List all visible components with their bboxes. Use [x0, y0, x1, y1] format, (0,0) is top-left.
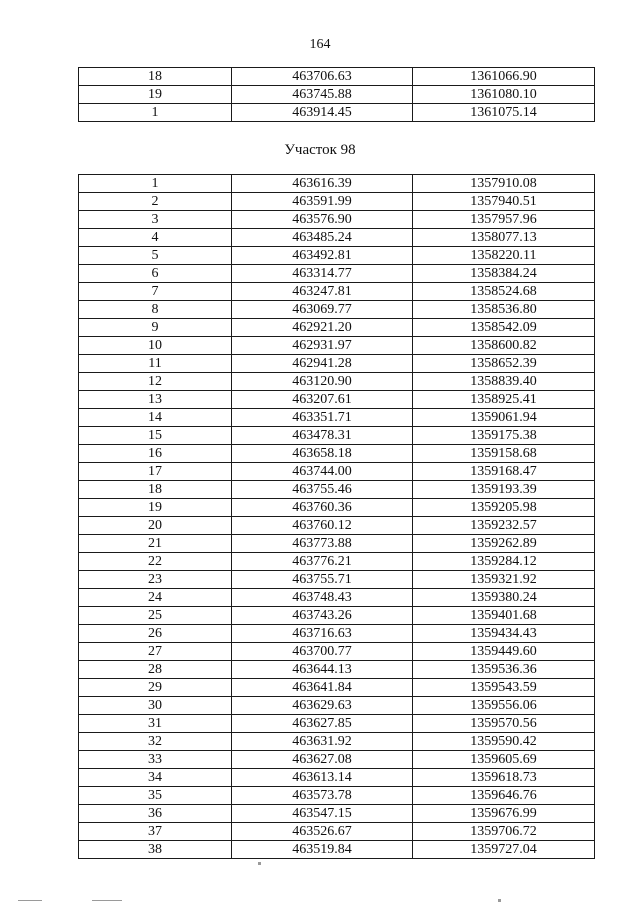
x-coordinate-cell: 463314.77 — [232, 265, 413, 283]
y-coordinate-cell: 1357957.96 — [413, 211, 595, 229]
x-coordinate-cell: 463351.71 — [232, 409, 413, 427]
x-coordinate-cell: 463616.39 — [232, 175, 413, 193]
table-row — [79, 247, 595, 265]
point-number-cell: 18 — [79, 481, 232, 499]
point-number-cell: 14 — [79, 409, 232, 427]
table-row — [79, 229, 595, 247]
x-coordinate-cell: 463748.43 — [232, 589, 413, 607]
point-number-cell: 13 — [79, 391, 232, 409]
y-coordinate-cell: 1359543.59 — [413, 679, 595, 697]
y-coordinate-cell: 1358652.39 — [413, 355, 595, 373]
table-row — [79, 787, 595, 805]
x-coordinate-cell: 463743.26 — [232, 607, 413, 625]
point-number-cell: 9 — [79, 319, 232, 337]
table-row — [79, 499, 595, 517]
x-coordinate-cell: 463755.46 — [232, 481, 413, 499]
y-coordinate-cell: 1359232.57 — [413, 517, 595, 535]
y-coordinate-cell: 1359618.73 — [413, 769, 595, 787]
table-row — [79, 86, 595, 104]
scan-speck — [18, 900, 42, 901]
x-coordinate-cell: 462941.28 — [232, 355, 413, 373]
x-coordinate-cell: 463573.78 — [232, 787, 413, 805]
table-row — [79, 265, 595, 283]
x-coordinate-cell: 463485.24 — [232, 229, 413, 247]
table-row — [79, 337, 595, 355]
point-number-cell: 1 — [79, 104, 232, 122]
y-coordinate-cell: 1359284.12 — [413, 553, 595, 571]
y-coordinate-cell: 1358077.13 — [413, 229, 595, 247]
table-row — [79, 391, 595, 409]
point-number-cell: 19 — [79, 499, 232, 517]
y-coordinate-cell: 1359570.56 — [413, 715, 595, 733]
table-row — [79, 193, 595, 211]
y-coordinate-cell: 1361066.90 — [413, 68, 595, 86]
point-number-cell: 23 — [79, 571, 232, 589]
table-row — [79, 427, 595, 445]
point-number-cell: 26 — [79, 625, 232, 643]
y-coordinate-cell: 1359449.60 — [413, 643, 595, 661]
point-number-cell: 16 — [79, 445, 232, 463]
table-row — [79, 481, 595, 499]
table-row — [79, 409, 595, 427]
point-number-cell: 25 — [79, 607, 232, 625]
table-row — [79, 751, 595, 769]
x-coordinate-cell: 463526.67 — [232, 823, 413, 841]
point-number-cell: 37 — [79, 823, 232, 841]
x-coordinate-cell: 462921.20 — [232, 319, 413, 337]
x-coordinate-cell: 463755.71 — [232, 571, 413, 589]
x-coordinate-cell: 463658.18 — [232, 445, 413, 463]
table-row — [79, 355, 595, 373]
x-coordinate-cell: 462931.97 — [232, 337, 413, 355]
point-number-cell: 6 — [79, 265, 232, 283]
y-coordinate-cell: 1359536.36 — [413, 661, 595, 679]
y-coordinate-cell: 1359646.76 — [413, 787, 595, 805]
x-coordinate-cell: 463207.61 — [232, 391, 413, 409]
x-coordinate-cell: 463706.63 — [232, 68, 413, 86]
x-coordinate-cell: 463576.90 — [232, 211, 413, 229]
x-coordinate-cell: 463613.14 — [232, 769, 413, 787]
table-row — [79, 589, 595, 607]
plot-table-body — [79, 175, 595, 859]
point-number-cell: 3 — [79, 211, 232, 229]
point-number-cell: 4 — [79, 229, 232, 247]
x-coordinate-cell: 463760.12 — [232, 517, 413, 535]
table-row — [79, 104, 595, 122]
table-row — [79, 733, 595, 751]
y-coordinate-cell: 1359205.98 — [413, 499, 595, 517]
x-coordinate-cell: 463776.21 — [232, 553, 413, 571]
x-coordinate-cell: 463641.84 — [232, 679, 413, 697]
x-coordinate-cell: 463914.45 — [232, 104, 413, 122]
table-row — [79, 841, 595, 859]
point-number-cell: 27 — [79, 643, 232, 661]
point-number-cell: 28 — [79, 661, 232, 679]
x-coordinate-cell: 463591.99 — [232, 193, 413, 211]
x-coordinate-cell: 463627.08 — [232, 751, 413, 769]
point-number-cell: 2 — [79, 193, 232, 211]
table-row — [79, 175, 595, 193]
y-coordinate-cell: 1357940.51 — [413, 193, 595, 211]
y-coordinate-cell: 1359401.68 — [413, 607, 595, 625]
table-row — [79, 715, 595, 733]
y-coordinate-cell: 1359168.47 — [413, 463, 595, 481]
point-number-cell: 34 — [79, 769, 232, 787]
table-row — [79, 373, 595, 391]
point-number-cell: 18 — [79, 68, 232, 86]
point-number-cell: 8 — [79, 301, 232, 319]
y-coordinate-cell: 1361080.10 — [413, 86, 595, 104]
x-coordinate-cell: 463478.31 — [232, 427, 413, 445]
x-coordinate-cell: 463644.13 — [232, 661, 413, 679]
x-coordinate-cell: 463773.88 — [232, 535, 413, 553]
continuation-coordinates-table — [78, 67, 595, 122]
y-coordinate-cell: 1359321.92 — [413, 571, 595, 589]
x-coordinate-cell: 463744.00 — [232, 463, 413, 481]
x-coordinate-cell: 463069.77 — [232, 301, 413, 319]
point-number-cell: 31 — [79, 715, 232, 733]
y-coordinate-cell: 1359727.04 — [413, 841, 595, 859]
point-number-cell: 35 — [79, 787, 232, 805]
y-coordinate-cell: 1359380.24 — [413, 589, 595, 607]
point-number-cell: 12 — [79, 373, 232, 391]
table-row — [79, 553, 595, 571]
y-coordinate-cell: 1359605.69 — [413, 751, 595, 769]
point-number-cell: 30 — [79, 697, 232, 715]
table-row — [79, 211, 595, 229]
table-row — [79, 661, 595, 679]
point-number-cell: 15 — [79, 427, 232, 445]
point-number-cell: 20 — [79, 517, 232, 535]
y-coordinate-cell: 1358524.68 — [413, 283, 595, 301]
x-coordinate-cell: 463700.77 — [232, 643, 413, 661]
y-coordinate-cell: 1359175.38 — [413, 427, 595, 445]
point-number-cell: 17 — [79, 463, 232, 481]
point-number-cell: 32 — [79, 733, 232, 751]
x-coordinate-cell: 463120.90 — [232, 373, 413, 391]
table-row — [79, 823, 595, 841]
table-row — [79, 643, 595, 661]
y-coordinate-cell: 1358925.41 — [413, 391, 595, 409]
x-coordinate-cell: 463247.81 — [232, 283, 413, 301]
point-number-cell: 29 — [79, 679, 232, 697]
x-coordinate-cell: 463519.84 — [232, 841, 413, 859]
table-row — [79, 607, 595, 625]
point-number-cell: 24 — [79, 589, 232, 607]
y-coordinate-cell: 1359262.89 — [413, 535, 595, 553]
table-row — [79, 697, 595, 715]
y-coordinate-cell: 1359590.42 — [413, 733, 595, 751]
scan-speck — [498, 899, 501, 902]
page-number: 164 — [309, 37, 331, 52]
plot-coordinates-table — [78, 174, 595, 859]
table-row — [79, 301, 595, 319]
table-row — [79, 445, 595, 463]
table-row — [79, 463, 595, 481]
point-number-cell: 19 — [79, 86, 232, 104]
y-coordinate-cell: 1359061.94 — [413, 409, 595, 427]
x-coordinate-cell: 463492.81 — [232, 247, 413, 265]
table-row — [79, 625, 595, 643]
table-row — [79, 769, 595, 787]
y-coordinate-cell: 1358839.40 — [413, 373, 595, 391]
table-row — [79, 805, 595, 823]
x-coordinate-cell: 463760.36 — [232, 499, 413, 517]
y-coordinate-cell: 1359158.68 — [413, 445, 595, 463]
table-row — [79, 679, 595, 697]
y-coordinate-cell: 1358536.80 — [413, 301, 595, 319]
x-coordinate-cell: 463631.92 — [232, 733, 413, 751]
scan-speck — [92, 900, 122, 901]
y-coordinate-cell: 1359556.06 — [413, 697, 595, 715]
point-number-cell: 21 — [79, 535, 232, 553]
y-coordinate-cell: 1357910.08 — [413, 175, 595, 193]
point-number-cell: 36 — [79, 805, 232, 823]
y-coordinate-cell: 1359706.72 — [413, 823, 595, 841]
y-coordinate-cell: 1359676.99 — [413, 805, 595, 823]
y-coordinate-cell: 1358220.11 — [413, 247, 595, 265]
scan-speck — [258, 862, 261, 865]
y-coordinate-cell: 1358600.82 — [413, 337, 595, 355]
table-row — [79, 319, 595, 337]
y-coordinate-cell: 1358542.09 — [413, 319, 595, 337]
point-number-cell: 33 — [79, 751, 232, 769]
y-coordinate-cell: 1361075.14 — [413, 104, 595, 122]
x-coordinate-cell: 463629.63 — [232, 697, 413, 715]
y-coordinate-cell: 1359434.43 — [413, 625, 595, 643]
point-number-cell: 11 — [79, 355, 232, 373]
table-row — [79, 283, 595, 301]
table-row — [79, 517, 595, 535]
point-number-cell: 7 — [79, 283, 232, 301]
continuation-table-body — [79, 68, 595, 122]
x-coordinate-cell: 463745.88 — [232, 86, 413, 104]
point-number-cell: 38 — [79, 841, 232, 859]
x-coordinate-cell: 463547.15 — [232, 805, 413, 823]
x-coordinate-cell: 463716.63 — [232, 625, 413, 643]
table-row — [79, 571, 595, 589]
y-coordinate-cell: 1359193.39 — [413, 481, 595, 499]
table-row — [79, 68, 595, 86]
point-number-cell: 1 — [79, 175, 232, 193]
table-row — [79, 535, 595, 553]
point-number-cell: 10 — [79, 337, 232, 355]
point-number-cell: 22 — [79, 553, 232, 571]
point-number-cell: 5 — [79, 247, 232, 265]
x-coordinate-cell: 463627.85 — [232, 715, 413, 733]
section-title: Участок 98 — [284, 142, 356, 158]
y-coordinate-cell: 1358384.24 — [413, 265, 595, 283]
